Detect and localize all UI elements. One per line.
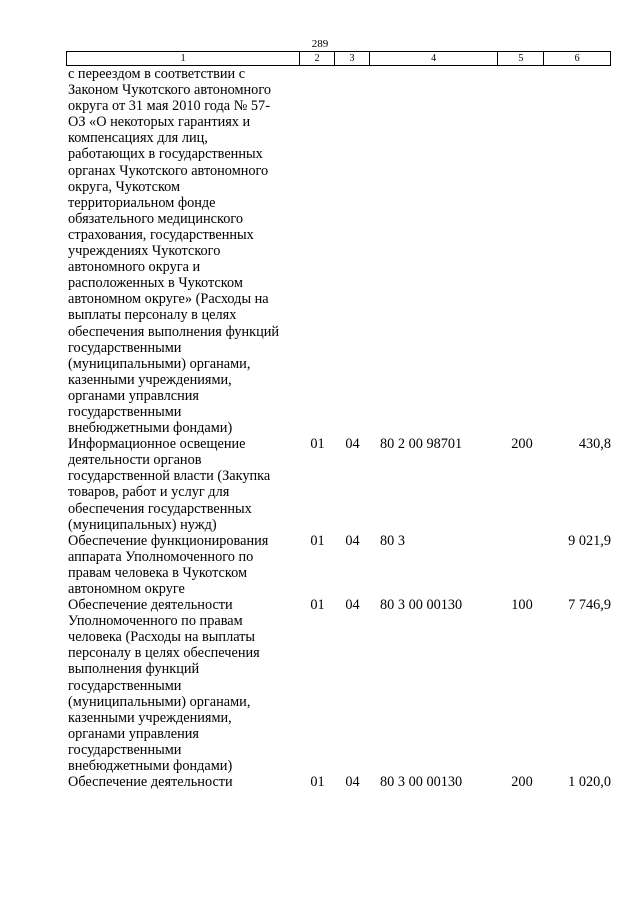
description-line: работающих в государственных: [68, 146, 263, 163]
description-line: Законом Чукотского автономного: [68, 82, 271, 99]
description-line: обеспечения выполнения функций: [68, 323, 280, 340]
description-line: Обеспечение деятельности: [68, 774, 233, 791]
description-line: расположенных в Чукотском: [68, 275, 243, 292]
description-line: внебюджетными фондами): [68, 420, 233, 437]
description-line: автономного округа и: [68, 259, 201, 276]
subsection-code: 04: [345, 436, 360, 453]
section-code: 01: [310, 532, 325, 549]
description-line: органами управлсния: [68, 387, 199, 404]
description-line: обязательного медицинского: [68, 210, 243, 227]
description-line: правам человека в Чукотском: [68, 564, 248, 581]
target-article-code: [370, 66, 499, 436]
table-row: [66, 597, 611, 774]
table-row: [66, 774, 611, 790]
row-description: [66, 597, 300, 774]
description-line: внебюджетными фондами): [68, 758, 233, 775]
table-row: [66, 533, 611, 597]
description-line: выполнения функций: [68, 661, 200, 678]
description-line: обеспечения государственных: [68, 500, 252, 517]
description-line: компенсациях для лиц,: [68, 130, 208, 147]
expense-type-code: 100: [511, 597, 533, 614]
description-line: государственными: [68, 339, 182, 356]
description-line: Информационное освещение: [68, 436, 246, 453]
expense-type-code: [499, 66, 545, 436]
description-line: страхования, государственных: [68, 226, 254, 243]
subsection-code: 04: [345, 774, 360, 791]
column-header-5: 5: [498, 52, 544, 65]
description-line: государственными: [68, 403, 182, 420]
column-header-4: 4: [370, 52, 499, 65]
description-line: (муниципальных) нужд): [68, 516, 217, 533]
description-line: автономном округе: [68, 581, 185, 597]
description-line: деятельности органов: [68, 452, 202, 469]
description-line: казенными учреждениями,: [68, 709, 232, 726]
description-line: (муниципальными) органами,: [68, 355, 251, 372]
row-description: [66, 66, 300, 436]
section-code: 01: [310, 597, 325, 614]
amount-value: 1 020,0: [568, 774, 611, 791]
amount-value: 9 021,9: [568, 532, 611, 549]
table-header: [66, 51, 611, 66]
column-header-1: 1: [67, 52, 300, 65]
row-description: [66, 533, 300, 597]
description-line: государственными: [68, 741, 182, 758]
subsection-code: [335, 66, 370, 436]
expense-type-code: 200: [511, 436, 533, 453]
table-row: [66, 436, 611, 533]
description-line: человека (Расходы на выплаты: [68, 629, 256, 646]
column-header-3: 3: [335, 52, 370, 65]
description-line: округа от 31 мая 2010 года № 57-: [68, 98, 270, 115]
description-line: товаров, работ и услуг для: [68, 484, 230, 501]
description-line: округа, Чукотском: [68, 178, 181, 195]
description-line: учреждениях Чукотского: [68, 243, 221, 260]
description-line: территориальном фонде: [68, 194, 216, 211]
description-line: казенными учреждениями,: [68, 371, 232, 388]
expense-type-code: 200: [511, 774, 533, 791]
description-line: с переездом в соответствии с: [68, 66, 246, 82]
column-header-2: 2: [300, 52, 335, 65]
description-line: (муниципальными) органами,: [68, 693, 251, 710]
description-line: органах Чукотского автономного: [68, 162, 269, 179]
amount-value: 7 746,9: [568, 597, 611, 614]
target-article-code: 80 2 00 98701: [380, 436, 463, 453]
row-description: [66, 436, 300, 533]
description-line: Обеспечение деятельности: [68, 597, 233, 614]
description-line: государственными: [68, 677, 182, 694]
target-article-code: 80 3: [380, 532, 406, 549]
section-code: 01: [310, 436, 325, 453]
description-line: Уполномоченного по правам: [68, 613, 243, 630]
expense-type-code: [499, 533, 545, 597]
amount-value: 430,8: [578, 436, 611, 453]
description-line: выплаты персоналу в целях: [68, 307, 237, 324]
description-line: персоналу в целях обеспечения: [68, 645, 260, 662]
table-row: [66, 66, 611, 436]
page-number: 289: [311, 38, 329, 50]
subsection-code: 04: [345, 532, 360, 549]
description-line: аппарата Уполномоченного по: [68, 548, 254, 565]
subsection-code: 04: [345, 597, 360, 614]
description-line: государственной власти (Закупка: [68, 468, 271, 485]
column-header-6: 6: [574, 53, 580, 64]
target-article-code: 80 3 00 00130: [380, 597, 463, 614]
amount-value: [545, 66, 611, 436]
row-description: [66, 774, 300, 790]
section-code: [300, 66, 335, 436]
table-body: [66, 66, 611, 790]
description-line: Обеспечение функционирования: [68, 532, 269, 549]
section-code: 01: [310, 774, 325, 791]
description-line: органами управления: [68, 725, 199, 742]
description-line: ОЗ «О некоторых гарантиях и: [68, 114, 251, 131]
target-article-code: 80 3 00 00130: [380, 774, 463, 791]
description-line: автономном округе» (Расходы на: [68, 291, 269, 308]
